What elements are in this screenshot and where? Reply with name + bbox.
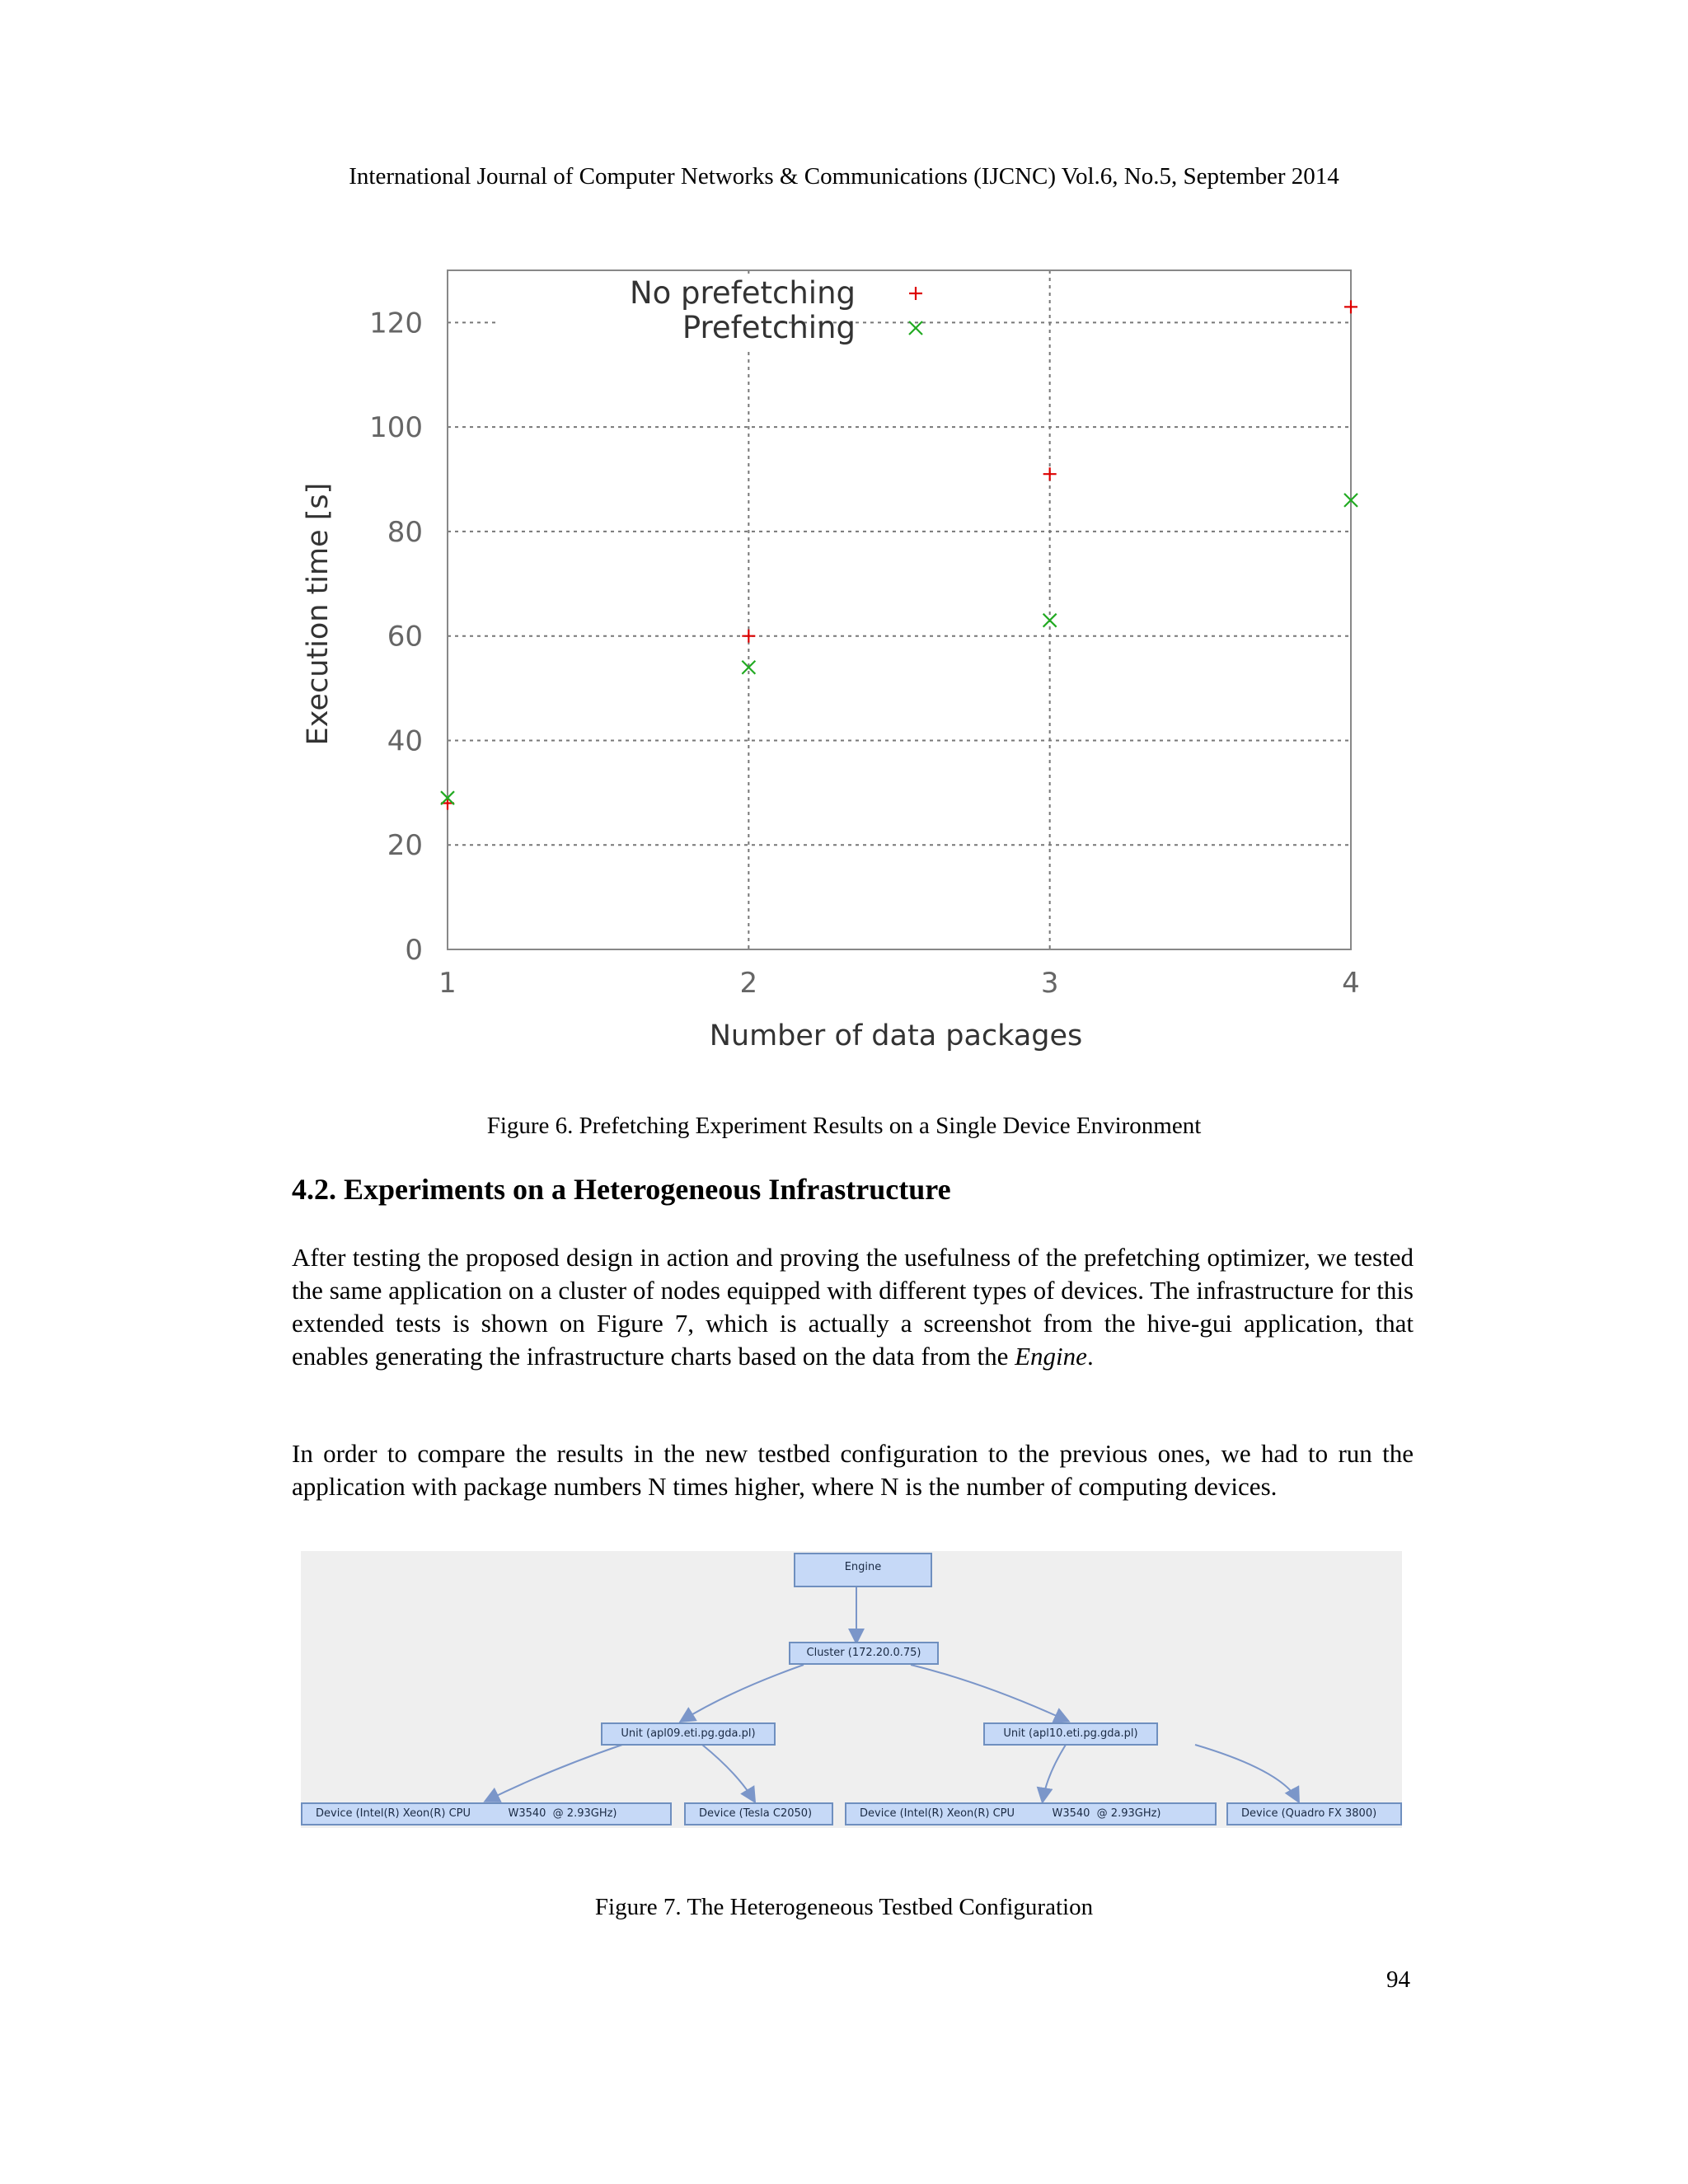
figure-7-caption: Figure 7. The Heterogeneous Testbed Configuration [594,1894,1094,1920]
plot-frame [448,270,1351,949]
paragraph-1-tail: . [1086,1342,1094,1371]
section-heading: 4.2. Experiments on a Heterogeneous Infrastructure [292,1173,951,1206]
data-point-series0 [1344,300,1357,313]
diagram-edges [301,1551,1402,1828]
device-node-xeon-1: Device (Intel(R) Xeon(R) CPU W3540 @ 2.93GHz) [301,1802,672,1825]
x-tick-label: 2 [739,967,758,1000]
chart-grid [448,270,1351,949]
y-tick-label: 20 [387,829,423,863]
unit-node-apl09: Unit (apl09.eti.pg.gda.pl) [601,1722,776,1746]
edge-cluster-unit1 [682,1665,804,1721]
edge-unit1-device1 [486,1745,622,1801]
paragraph-2: In order to compare the results in the new testbed configuration to the previous ones, we had to run the application with package numbers N times higher, where N is the number of computing devices. [292,1439,1414,1501]
device-node-quadro: Device (Quadro FX 3800) [1226,1802,1402,1825]
chart-points [441,300,1357,809]
testbed-diagram [301,1551,1402,1828]
figure-6-caption: Figure 6. Prefetching Experiment Results on a Single Device Environment [486,1113,1202,1139]
edge-cluster-unit2 [911,1665,1067,1721]
legend-marker [909,287,922,300]
edge-unit2-device4 [1195,1745,1298,1801]
x-tick-label: 3 [1040,967,1059,1000]
execution-time-chart [293,247,1381,1071]
y-axis-label: Execution time [s] [302,482,335,746]
paragraph-1-text: After testing the proposed design in action and proving the usefulness of the prefetching optimizer, we tested the same application on a cluster of nodes equipped with different types of devices. The infrastructure for this extended tests is shown on Figure 7, which is actually a screenshot from the hive-gui application, that enables generating the infrastructure charts based on the data from the [292,1243,1414,1371]
legend-label: Prefetching [682,310,856,345]
page-number: 94 [1386,1966,1410,1993]
y-tick-label: 60 [387,620,423,654]
edge-unit2-device3 [1043,1745,1066,1801]
device-node-tesla: Device (Tesla C2050) [684,1802,833,1825]
legend-label: No prefetching [629,275,856,311]
data-point-series0 [1043,467,1057,480]
cluster-node: Cluster (172.20.0.75) [789,1642,939,1665]
edge-unit1-device2 [702,1745,754,1801]
y-tick-label: 0 [405,934,423,967]
engine-emphasis: Engine [1015,1342,1087,1371]
x-tick-label: 1 [438,967,457,1000]
chart-legend [497,275,922,349]
legend-marker [909,321,922,335]
unit-node-apl10: Unit (apl10.eti.pg.gda.pl) [983,1722,1158,1746]
x-axis-label: Number of data packages [709,1019,1083,1052]
y-tick-label: 80 [387,515,423,549]
device-node-xeon-2: Device (Intel(R) Xeon(R) CPU W3540 @ 2.93GHz) [845,1802,1217,1825]
running-head: International Journal of Computer Networks & Communications (IJCNC) Vol.6, No.5, September 2014 [349,163,1339,190]
chart-ticks [369,307,1360,1000]
data-point-series0 [742,630,755,643]
x-tick-label: 4 [1342,967,1360,1000]
engine-node: Engine [794,1553,932,1587]
data-point-series1 [1043,614,1057,627]
y-tick-label: 40 [387,724,423,758]
paragraph-1 [292,1241,1414,1373]
y-tick-label: 100 [369,411,423,445]
y-tick-label: 120 [369,307,423,340]
